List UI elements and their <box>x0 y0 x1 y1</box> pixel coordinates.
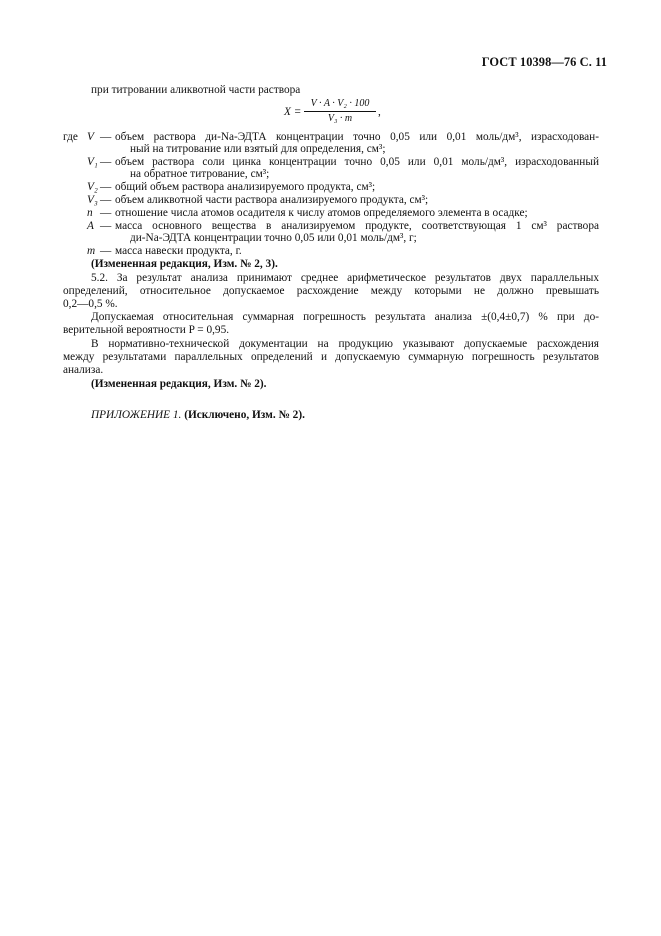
page-header: ГОСТ 10398—76 С. 11 <box>481 55 607 69</box>
var-a-line2: ди-Na-ЭДТА концентрации точно 0,05 или 0,01 моль/дм³, г; <box>130 232 417 244</box>
var-dash: — <box>100 207 112 219</box>
var-v2-line1: общий объем раствора анализируемого продукта, см³; <box>115 181 376 193</box>
var-symbol-v2: V₂ <box>87 181 98 193</box>
appendix-title: ПРИЛОЖЕНИЕ 1. <box>91 409 182 421</box>
p52-line3: 0,2—0,5 %. <box>63 298 118 310</box>
fraction-bar <box>304 111 376 112</box>
ppog-line2: верительной вероятности P = 0,95. <box>63 324 230 336</box>
formula-denominator: V₃ · m <box>327 113 353 124</box>
var-dash: — <box>100 220 112 232</box>
var-dash: — <box>100 194 112 206</box>
pntd-line2: между результатами параллельных определений и допускаемую суммарную погрешность результатов <box>63 351 599 363</box>
formula-numerator: V · A · V₂ · 100 <box>310 98 370 109</box>
var-symbol-v3: V₃ <box>87 194 98 206</box>
pntd-line3: анализа. <box>63 364 104 376</box>
var-v-line1: объем раствора ди-Na-ЭДТА концентрации точно 0,05 или 0,01 моль/дм³, израсходован- <box>115 131 599 143</box>
var-dash: — <box>100 245 112 257</box>
var-v1-line2: на обратное титрование, см³; <box>130 168 270 180</box>
var-dash: — <box>100 156 112 168</box>
var-n-line1: отношение числа атомов осадителя к числу атомов определяемого элемента в осадке; <box>115 207 528 219</box>
var-a-line1: масса основного вещества в анализируемом продукте, соответствующая 1 см³ раствора <box>115 220 599 232</box>
var-symbol-a: A <box>87 220 94 232</box>
var-v-line2: ный на титрование или взятый для определения, см³; <box>130 143 386 155</box>
var-m-line1: масса навески продукта, г. <box>115 245 242 257</box>
var-symbol-v1: V₁ <box>87 156 98 168</box>
where-label: где <box>63 131 78 143</box>
var-dash: — <box>100 181 112 193</box>
formula <box>284 98 404 130</box>
p52-line2: определений, относительное допускаемое расхождение между которыми не должно превышать <box>63 285 599 297</box>
p52-line1: 5.2. За результат анализа принимают среднее арифметическое результатов двух параллельных <box>91 272 599 284</box>
edit-note-2: (Измененная редакция, Изм. № 2). <box>91 378 267 390</box>
var-symbol-n: n <box>87 207 93 219</box>
ppog-line1: Допускаемая относительная суммарная погрешность результата анализа ±(0,4±0,7) % при до- <box>91 311 599 323</box>
appendix-note: (Исключено, Изм. № 2). <box>184 409 305 421</box>
intro-text: при титровании аликвотной части раствора <box>91 84 301 96</box>
var-v3-line1: объем аликвотной части раствора анализируемого продукта, см³; <box>115 194 429 206</box>
var-dash: — <box>100 131 112 143</box>
var-v1-line1: объем раствора соли цинка концентрации точно 0,05 или 0,01 моль/дм³, израсходованный <box>115 156 599 168</box>
appendix-line <box>91 409 305 422</box>
formula-lhs: X = <box>284 106 302 118</box>
edit-note-1: (Измененная редакция, Изм. № 2, 3). <box>91 258 278 270</box>
pntd-line1: В нормативно-технической документации на продукцию указывают допускаемые расхождения <box>91 338 599 350</box>
formula-comma: , <box>378 106 381 118</box>
var-symbol-v: V <box>87 131 94 143</box>
var-symbol-m: m <box>87 245 96 257</box>
